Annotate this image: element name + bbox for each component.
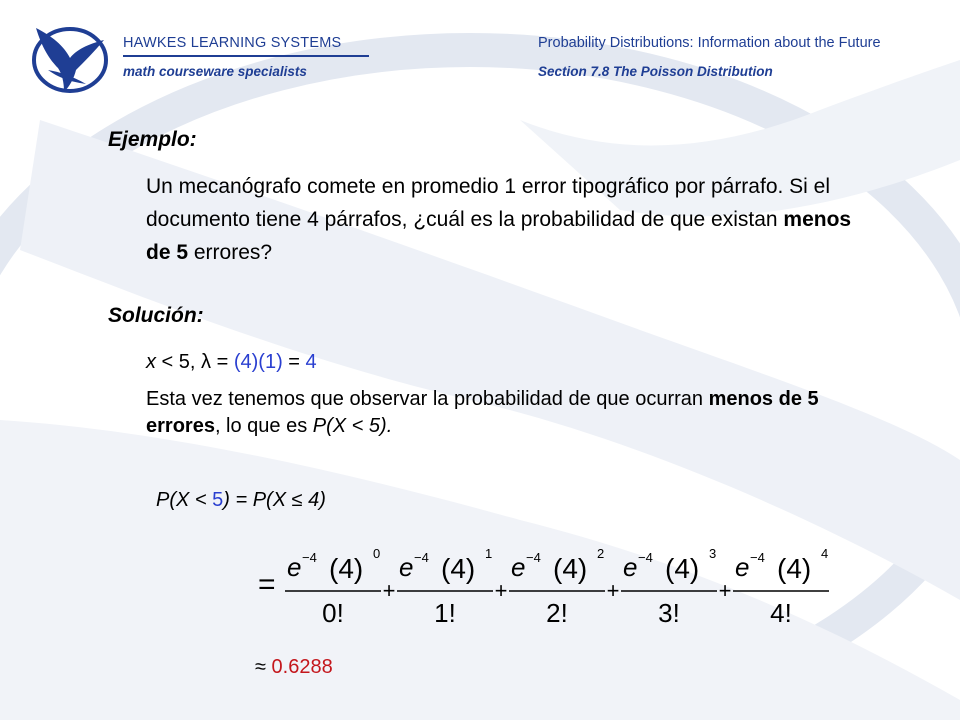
approximate-result [255,656,333,679]
term-factorial: 4! [770,598,792,628]
approx-symbol: ≈ [255,656,266,678]
example-text-1: Un mecanógrafo comete en promedio 1 error tipográfico por párrafo. Si el documento tiene 4 párrafos, ¿cuál es la probabilidad de que existan [146,175,831,231]
term-exponent: −4 [638,550,653,565]
term-e-base: e [511,552,526,582]
explanation-text-2: , lo que es [214,415,313,437]
prob-right: ) = P(X ≤ 4) [223,489,326,511]
poisson-sum-formula [250,536,829,636]
term-base-four: (4) [777,553,812,584]
solution-parameters [146,351,317,374]
term-power: 1 [485,546,493,561]
term-power: 2 [597,546,605,561]
term-e-base: e [623,552,638,582]
answer-value: 0.6288 [271,656,333,678]
example-text-2: errores? [188,241,273,264]
plus-sign: + [718,578,732,603]
explanation-text-1: Esta vez tenemos que observar la probabilidad de que ocurran [146,388,709,410]
term-e-base: e [735,552,750,582]
term-power: 0 [373,546,381,561]
four-factor: (4) [233,351,259,373]
term-factorial: 1! [434,598,456,628]
solution-heading: Solución: [108,304,204,327]
brand-name: HAWKES LEARNING SYSTEMS [123,35,342,51]
x-variable: x [146,351,156,373]
example-heading: Ejemplo: [108,128,197,151]
brand-tagline: math courseware specialists [123,64,307,79]
course-title: Probability Distributions: Information about the Future [538,35,881,51]
example-problem-text [146,170,866,269]
section-title: Section 7.8 The Poisson Distribution [538,64,773,79]
equals-sign: = [211,351,234,373]
term-factorial: 0! [322,598,344,628]
solution-explanation [146,386,866,440]
term-exponent: −4 [302,550,317,565]
plus-sign: + [606,578,620,603]
term-base-four: (4) [441,553,476,584]
term-e-base: e [287,552,302,582]
prob-five: 5 [212,489,224,511]
term-base-four: (4) [329,553,364,584]
equals-sign-2: = [282,351,306,373]
one-factor: (1) [258,351,283,373]
term-exponent: −4 [750,550,765,565]
x-condition: < 5, [156,351,202,373]
lambda-symbol: λ [201,351,212,373]
probability-equation [156,489,326,512]
term-factorial: 2! [546,598,568,628]
plus-sign: + [382,578,396,603]
term-exponent: −4 [414,550,429,565]
plus-sign: + [494,578,508,603]
term-e-base: e [399,552,414,582]
term-power: 3 [709,546,717,561]
term-base-four: (4) [665,553,700,584]
term-factorial: 3! [658,598,680,628]
explanation-expression: P(X < 5). [312,415,393,437]
formula-equals: = [258,568,276,601]
hawkes-eagle-logo [30,22,110,94]
term-exponent: −4 [526,550,541,565]
term-base-four: (4) [553,553,588,584]
lambda-value: 4 [305,351,317,373]
term-power: 4 [821,546,829,561]
example-text-bold: menos de 5 [146,208,852,264]
explanation-bold: menos de 5 errores [146,388,819,437]
brand-underline [123,55,369,57]
prob-left: P(X < [156,489,213,511]
